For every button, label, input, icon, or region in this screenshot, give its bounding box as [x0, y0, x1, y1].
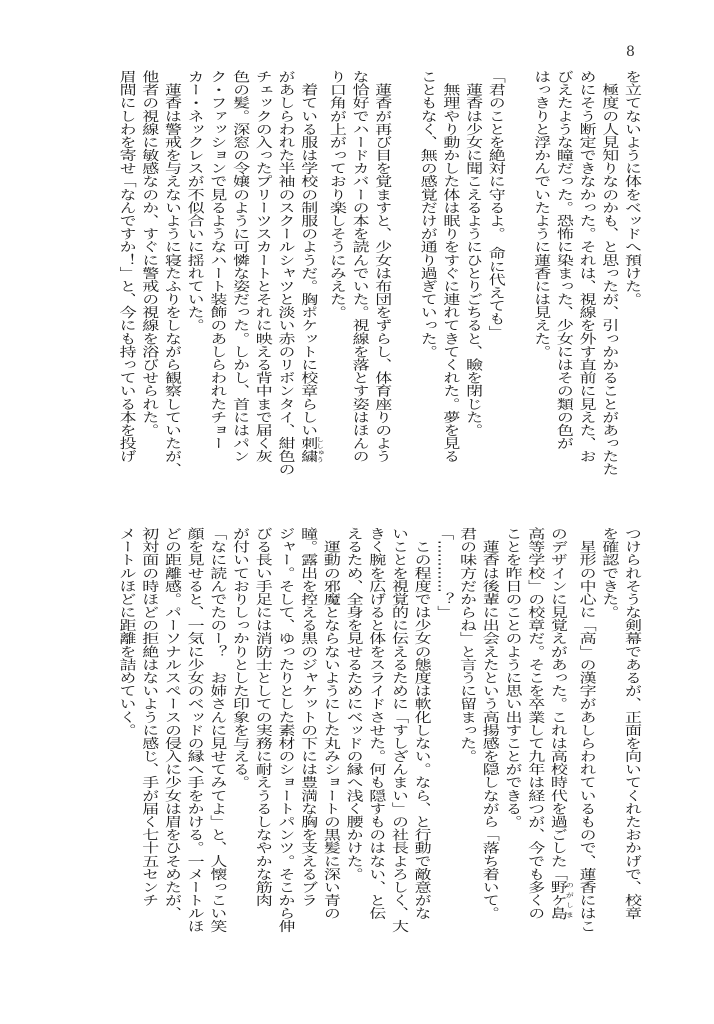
- text-column: 蓮香が再び目を覚ますと、少女は布団をずらし、体育座りのよう: [371, 70, 392, 463]
- text-column: [545, 527, 574, 949]
- text-column: を立てないように体をベッドへ預けた。: [621, 70, 641, 306]
- text-column: 星形の中心に「高」の漢字があしらわれているもので、蓮香にはこ: [575, 527, 596, 933]
- ruby-base: 刺繍: [297, 436, 318, 463]
- ruby-annotation: [297, 436, 325, 463]
- ruby-text: ししゅう: [315, 436, 325, 463]
- text-column: きく腕を広げると体をスライドさせた。何も隠すものはない、と伝: [365, 527, 386, 920]
- text-column: り口角が上がっており楽しそうにみえた。: [325, 70, 346, 319]
- text-column: 高等学校」の校章だ。そこを卒業して九年は経つが、今でも多くの: [524, 527, 545, 920]
- text-column: いことを視覚的に伝えるために「すしざんまい」の社長よろしく、大: [387, 527, 408, 933]
- text-column: 蓮香は後輩に出会えたという高揚感を隠しながら「落ち着いて。: [478, 527, 499, 920]
- text-column: どの距離感。パーソナルスペースの侵入に少女は眉をひそめたが、: [160, 527, 181, 920]
- text-column: えるため、全身を見せるためにベッドの縁へ浅く腰かけた。: [342, 527, 363, 881]
- text-column: 極度の人見知りなのかも、と思ったが、引っかかることがあったた: [598, 70, 619, 476]
- text-column: を確認できた。: [598, 527, 619, 619]
- text-column: チェックの入ったプリーツスカートとそれに映える背中まで届く灰: [251, 70, 272, 463]
- text-column: 色の髪。深窓の令嬢のように可憐な姿だった。しかし、首にはパン: [229, 70, 250, 463]
- text-column: 運動の邪魔とならないようにした丸みショートの黒髪に深い青の: [319, 527, 340, 920]
- ruby-base: 野ケ島: [546, 880, 567, 920]
- text-column: 顔を見せると、一気に少女のベッドの縁へ手をかける。一メートルほ: [183, 527, 204, 933]
- text-column: ことを昨日のことのように思い出すことができる。: [501, 527, 522, 829]
- text-column: この程度では少女の態度は軟化しない。なら、と行動で敵意がな: [410, 527, 431, 920]
- text-segment: 着ている服は学校の制服のようだ。胸ポケットに校章らしい: [297, 70, 318, 437]
- text-segment: のデザインに見覚えがあった。これは高校時代を過ごした「: [546, 527, 567, 881]
- text-column: 蓮香は少女に聞こえるようにひとりごちると、瞼を閉じた。: [462, 70, 483, 437]
- text-column: メートルほどに距離を詰めていく。: [115, 527, 136, 737]
- text-column: が付いておりしっかりとした印象を与える。: [229, 527, 250, 789]
- text-column: びえたような瞳だった。恐怖に染まった、少女にはその類の色が: [552, 70, 573, 450]
- text-column: こともなく、無の感覚だけが通り過ぎていった。: [416, 70, 437, 358]
- text-column: ジャー。そして、ゆったりとした素材のショートパンツ。そこから伸: [274, 527, 295, 933]
- text-column: があしらわれた半袖のスクールシャツと淡い赤のリボンタイ、紺色の: [274, 70, 295, 476]
- text-column: [392, 70, 415, 492]
- text-column: はっきりと浮かんでいたように蓮香には見えた。: [530, 70, 551, 358]
- text-column: [506, 70, 529, 492]
- text-column: 「…………？」: [433, 527, 454, 619]
- text-column: ク・ファッションで見るようなハート装飾のあしらわれたチョー: [206, 70, 227, 450]
- text-column: 他者の視線に敏感なのか、すぐに警戒の視線を浴びせられた。: [138, 70, 159, 437]
- ruby-text: のがしま: [565, 880, 575, 920]
- text-column: 眉間にしわを寄せ「なんですか！」と、今にも持っている本を投げ: [115, 70, 136, 463]
- text-block-upper: [114, 70, 642, 492]
- text-column: 「なに読んでたのー？ お姉さんに見せてみてよ」と、人懐っこい笑: [206, 527, 227, 933]
- ruby-annotation: [546, 880, 575, 920]
- text-column: 瞳。露出を控える黒のジャケットの下には豊満な胸を支えるブラ: [297, 527, 318, 907]
- page-number: 8: [626, 44, 635, 60]
- text-block-lower: [114, 527, 642, 949]
- text-column: カー・ネックレスが不似合いに揺れていた。: [183, 70, 204, 332]
- text-column: 君の味方だからね」と言うに留まった。: [456, 527, 477, 763]
- text-column: な恰好でハードカバーの本を読んでいた。視線を落とす姿はほんの: [348, 70, 369, 463]
- text-column: 無理やり動かした体は眠りをすぐに連れてきてくれた。夢を見る: [439, 70, 460, 463]
- text-column: めにそう断定できなかった。それは、視線を外す直前に見えた、お: [575, 70, 596, 463]
- text-column: 「君のことを絶対に守るよ。 命に代えても」: [484, 70, 505, 339]
- text-column: [295, 70, 324, 492]
- text-column: つけられそうな剣幕であるが、正面を向いてくれたおかげで、校章: [621, 527, 641, 920]
- text-column: 初対面の時ほどの拒絶はないように感じ、手が届く七十五センチ: [138, 527, 159, 907]
- text-column: びる長い手足には消防士としての実務に耐えうるしなやかな筋肉: [251, 527, 272, 907]
- text-column: 蓮香は警戒を与えないように寝たふりをしながら観察していたが、: [160, 70, 181, 476]
